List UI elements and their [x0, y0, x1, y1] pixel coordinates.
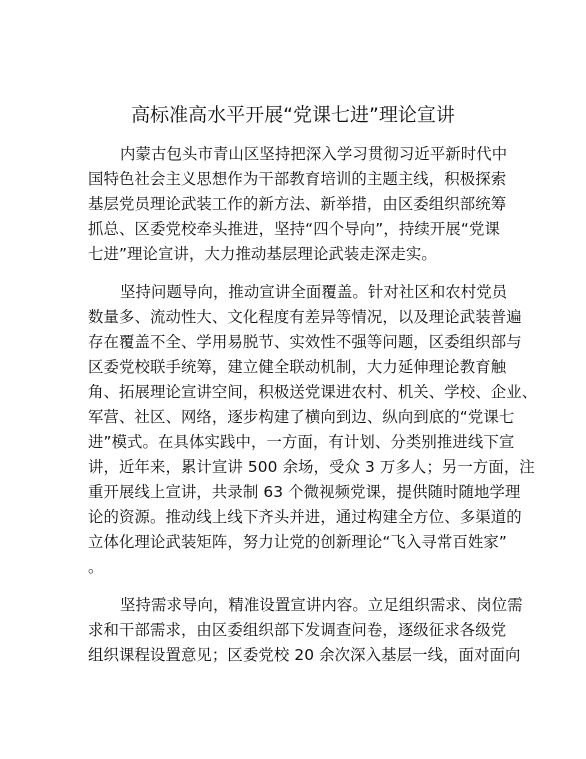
paragraph-1-line-2: 国特色社会主义思想作为干部教育培训的主题主线，积极探索 [88, 170, 507, 188]
paragraph-1-line-3: 基层党员理论武装工作的新方法、新举措，由区委组织部统筹 [88, 195, 507, 213]
paragraph-3-line-2: 求和干部需求，由区委组织部下发调查问卷，逐级征求各级党 [88, 621, 507, 639]
article-title: 高标准高水平开展“党课七进”理论宣讲 [131, 104, 455, 126]
paragraph-1-line-1: 内蒙古包头市青山区坚持把深入学习贯彻习近平新时代中 [120, 145, 508, 163]
paragraph-2-line-2: 数量多、流动性大、文化程度有差异等情况，以及理论武装普遍 [88, 308, 522, 326]
paragraph-3-line-3: 组织课程设置意见；区委党校 20 余次深入基层一线，面对面向 [88, 646, 521, 664]
paragraph-1-line-5: 七进”理论宣讲，大力推动基层理论武装走深走实。 [88, 245, 437, 263]
paragraph-3-line-1: 坚持需求导向，精准设置宣讲内容。立足组织需求、岗位需 [120, 596, 523, 614]
paragraph-2-line-10: 论的资源。推动线上线下齐头并进，通过构建全方位、多渠道的 [88, 508, 522, 526]
paragraph-1-line-4: 抓总、区委党校牵头推进，坚持“四个导向”，持续开展“党课 [88, 220, 500, 238]
paragraph-2-line-7: 进”模式。在具体实践中，一方面，有计划、分类别推进线下宣 [88, 433, 515, 451]
paragraph-2-line-3: 存在覆盖不全、学用易脱节、实效性不强等问题，区委组织部与 [88, 333, 522, 351]
paragraph-2-line-12: 。 [88, 558, 104, 576]
paragraph-2-line-5: 角、拓展理论宣讲空间，积极送党课进农村、机关、学校、企业、 [88, 383, 538, 401]
paragraph-2-line-4: 区委党校联手统筹，建立健全联动机制，大力延伸理论教育触 [88, 358, 507, 376]
paragraph-2-line-11: 立体化理论武装矩阵，努力让党的创新理论“飞入寻常百姓家” [88, 533, 507, 551]
paragraph-2-line-8: 讲，近年来，累计宣讲 500 余场，受众 3 万多人；另一方面，注 [88, 458, 535, 476]
paragraph-2-line-1: 坚持问题导向，推动宣讲全面覆盖。针对社区和农村党员 [120, 283, 508, 301]
paragraph-2-line-9: 重开展线上宣讲，共录制 63 个微视频党课，提供随时随地学理 [88, 483, 521, 501]
paragraph-2-line-6: 军营、社区、网络，逐步构建了横向到边、纵向到底的“党课七 [88, 408, 515, 426]
